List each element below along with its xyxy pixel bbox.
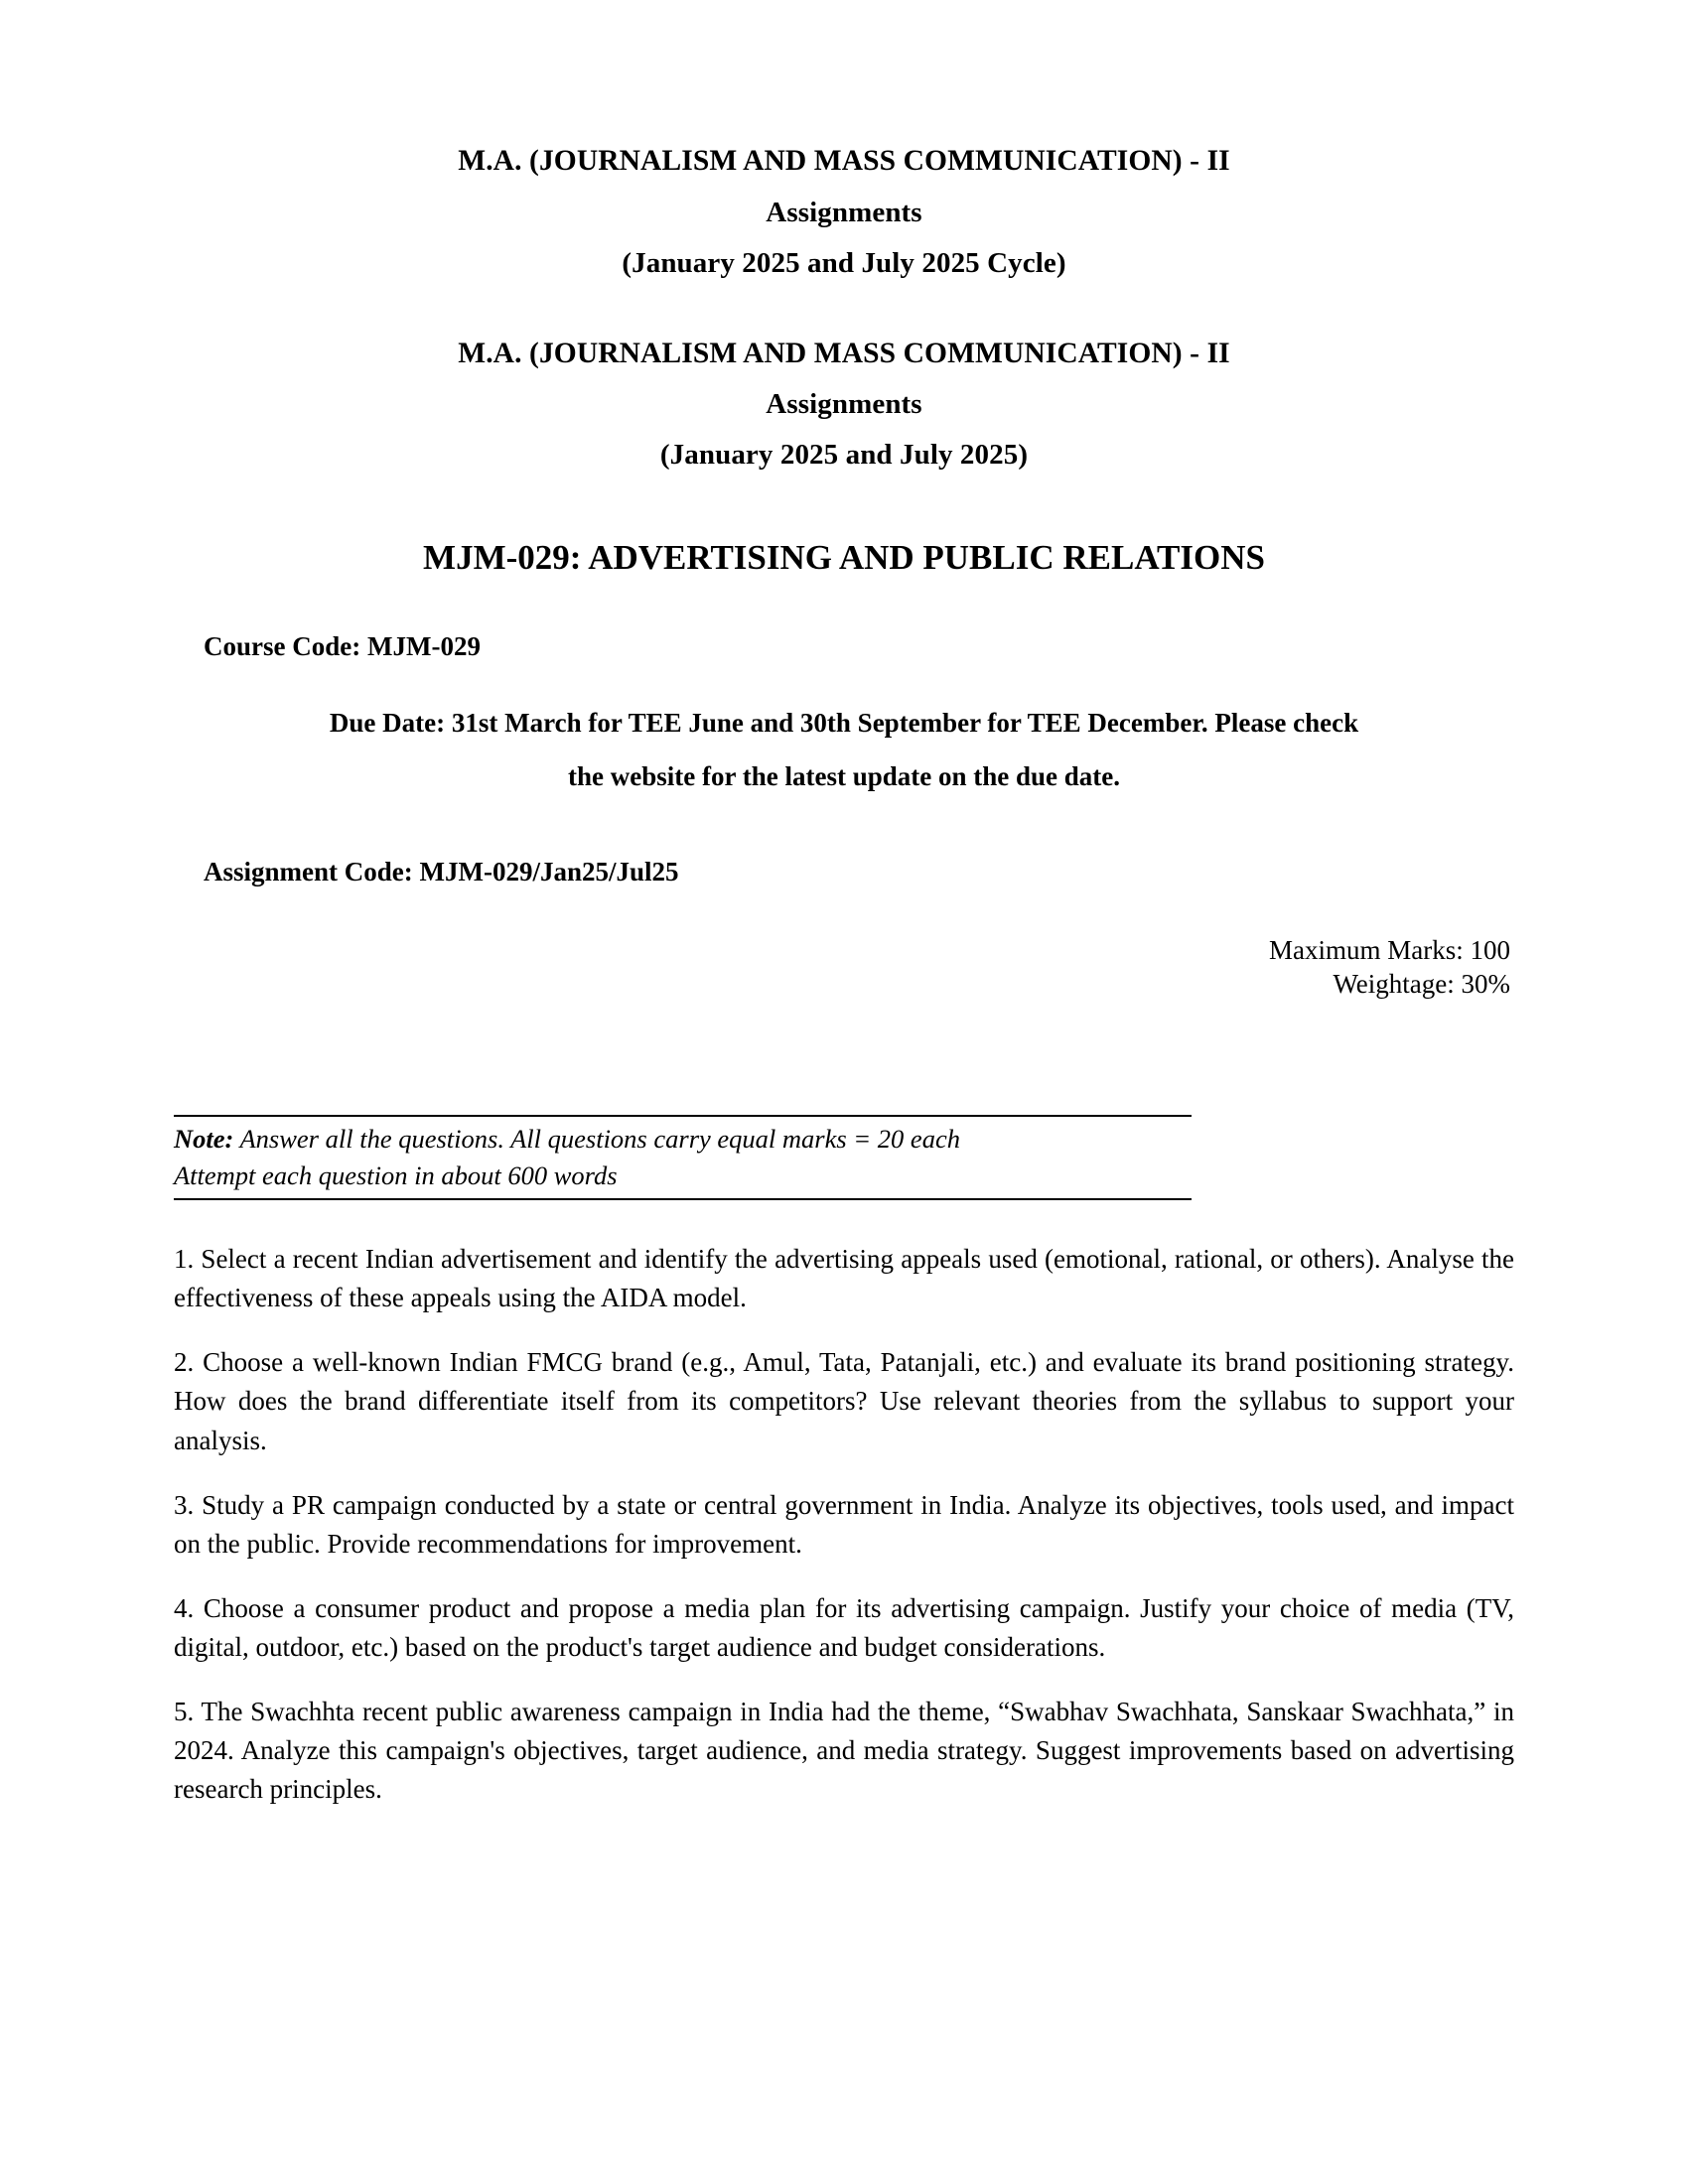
maximum-marks: Maximum Marks: 100 [1269, 934, 1510, 965]
marks-block [174, 933, 1514, 1002]
note-label: Note: [174, 1123, 234, 1154]
note-text-2: Attempt each question in about 600 words [174, 1160, 618, 1191]
question-item: 1. Select a recent Indian advertisement and identify the advertising appeals used (emotional, rational, or others). Analyse the effectiveness of these appeals using the AIDA model. [174, 1243, 1514, 1313]
question-item: 5. The Swachhta recent public awareness campaign in India had the theme, “Swabhav Swachhata, Sanskaar Swachhata,” in 2024. Analyze this campaign's objectives, target audience, and media strategy. Suggest improvements based on advertising research principles. [174, 1697, 1514, 1805]
note-box [174, 1115, 1192, 1200]
heading-gap-1 [174, 177, 1514, 199]
top-margin-spacer-2 [174, 85, 1514, 147]
cycle-label-2: (January 2025 and July 2025) [659, 439, 1029, 471]
block-gap-7b [174, 1087, 1514, 1115]
block-gap-6 [174, 887, 1514, 933]
questions-list [174, 1240, 1514, 1810]
due-date-line-2: the website for the latest update on the due date. [568, 760, 1120, 791]
note-text-1: Answer all the questions. All questions carry equal marks = 20 each [233, 1123, 960, 1154]
course-code: Course Code: MJM-029 [204, 630, 481, 661]
block-gap-5 [174, 803, 1514, 857]
question-item: 2. Choose a well-known Indian FMCG brand (e.g., Amul, Tata, Patanjali, etc.) and evaluate its brand positioning strategy. How does the brand differentiate itself from its competitors? Use relevant theories from the syllabus to support your analysis. [174, 1347, 1514, 1455]
top-margin-spacer [174, 0, 1514, 85]
block-gap-1 [174, 278, 1514, 340]
note-line-1 [174, 1121, 1192, 1159]
heading-gap-3 [174, 368, 1514, 390]
question-item: 3. Study a PR campaign conducted by a state or central government in India. Analyze its objectives, tools used, and impact on the public. Provide recommendations for improvement. [174, 1489, 1514, 1559]
block-gap-2 [174, 470, 1514, 539]
block-gap-4 [174, 662, 1514, 696]
header-block-primary [174, 147, 1514, 278]
heading-gap-2 [174, 227, 1514, 249]
block-gap-3 [174, 578, 1514, 631]
programme-title-2: M.A. (JOURNALISM AND MASS COMMUNICATION) - II [458, 337, 1230, 369]
heading-gap-4 [174, 419, 1514, 441]
cycle-label-1: (January 2025 and July 2025 Cycle) [622, 246, 1066, 279]
document-content [174, 0, 1514, 1810]
question-item: 4. Choose a consumer product and propose a media plan for its advertising campaign. Justify your choice of media (TV, digital, outdoor, etc.) based on the product's target audience and budget considerations. [174, 1592, 1514, 1663]
block-gap-7 [174, 1002, 1514, 1087]
header-block-secondary [174, 337, 1514, 471]
due-date-line-1: Due Date: 31st March for TEE June and 30th September for TEE December. Please check [329, 707, 1359, 738]
block-gap-8 [174, 1200, 1514, 1240]
weightage: Weightage: 30% [1333, 969, 1510, 1000]
course-title: MJM-029: ADVERTISING AND PUBLIC RELATIONS [423, 538, 1265, 577]
programme-title-1: M.A. (JOURNALISM AND MASS COMMUNICATION) - II [458, 145, 1230, 177]
assignments-label-2: Assignments [766, 388, 922, 420]
assignment-code: Assignment Code: MJM-029/Jan25/Jul25 [204, 856, 679, 887]
assignments-label-1: Assignments [766, 196, 922, 228]
due-date-block [174, 696, 1514, 803]
